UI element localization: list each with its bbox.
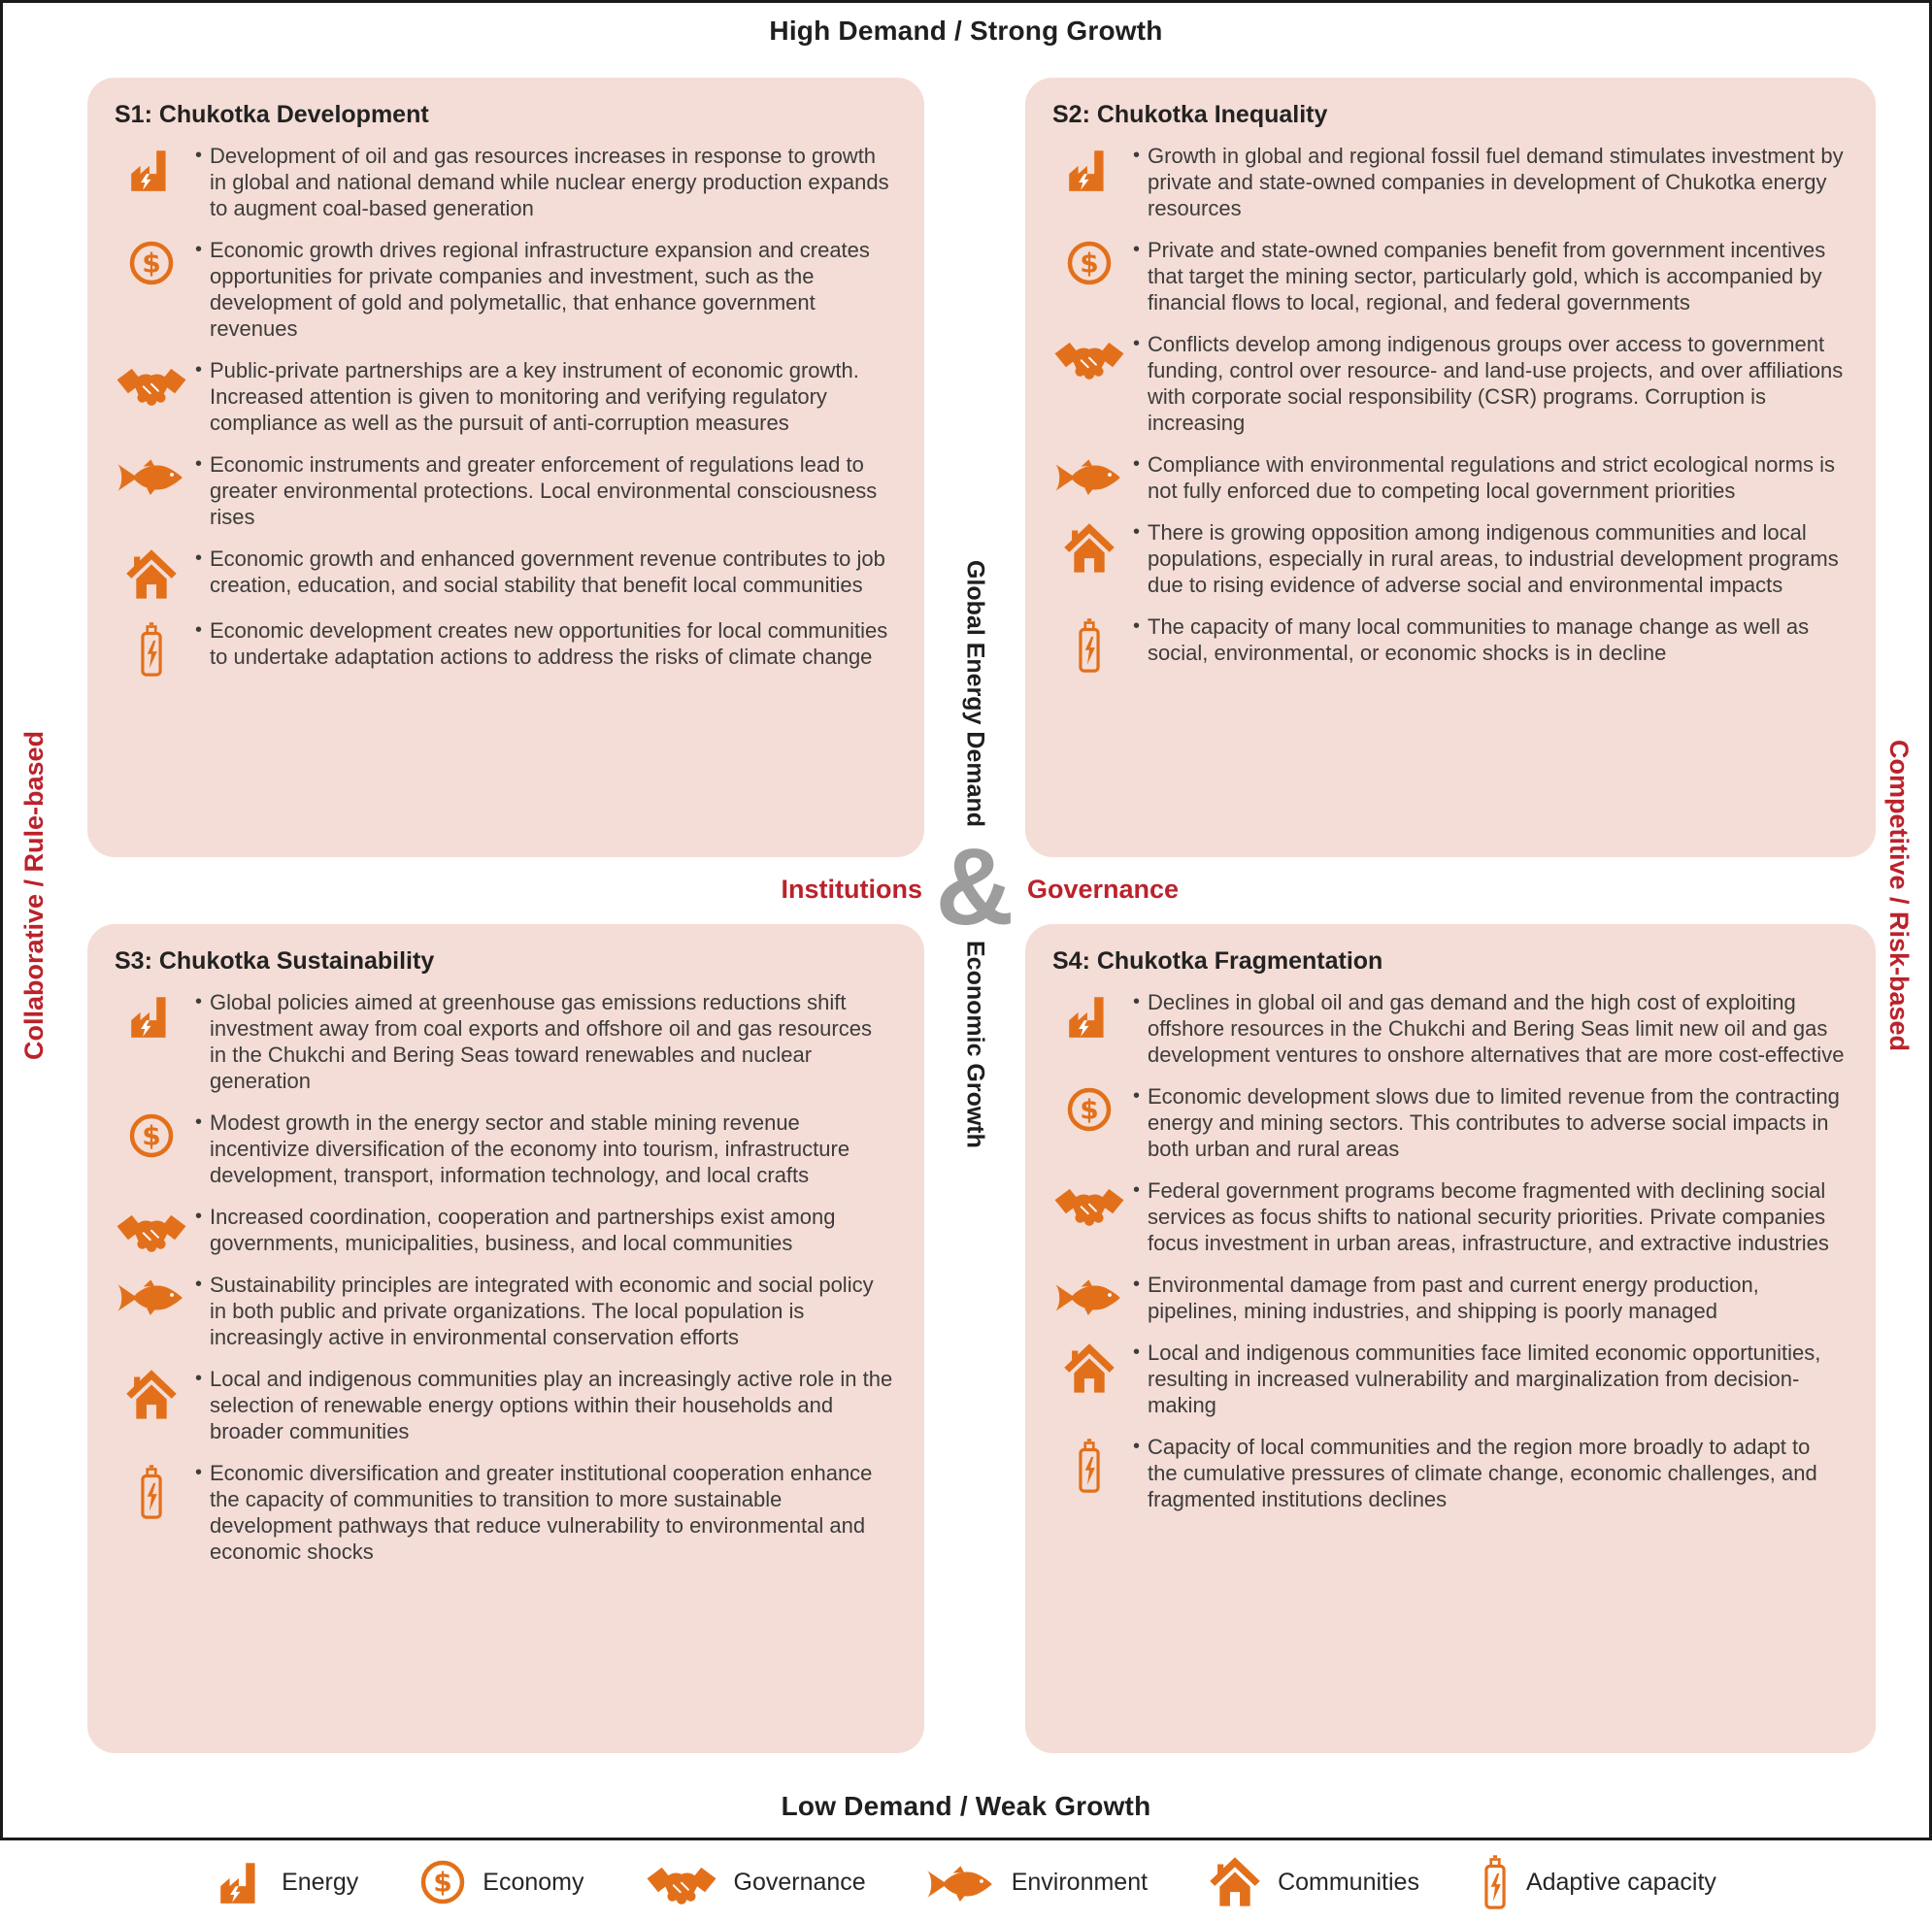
economy-icon xyxy=(1049,237,1130,287)
bullet-text: • Conflicts develop among indigenous groups over access to government funding, control over resource- and land-use projects, and over affiliations with corporate social responsibility (CSR) programs. Corruption is increasing xyxy=(1130,331,1850,436)
communities-icon xyxy=(1049,1340,1130,1396)
legend-label: Economy xyxy=(483,1868,584,1896)
bullet-text: • Growth in global and regional fossil fuel demand stimulates investment by private and state-owned companies in development of Chukotka energy resources xyxy=(1130,143,1850,221)
legend-item-economy xyxy=(418,1858,583,1906)
environment-icon xyxy=(926,1860,996,1904)
communities-icon xyxy=(111,1366,192,1422)
bullet-text: • Economic development slows due to limited revenue from the contracting energy and mining sectors. This contributes to adverse social impacts in both urban and rural areas xyxy=(1130,1083,1850,1162)
bullet-text: • The capacity of many local communities to manage change as well as social, environmental, or economic shocks is in decline xyxy=(1130,613,1850,666)
governance-icon xyxy=(1049,331,1130,381)
bullet-item xyxy=(111,1460,899,1565)
axis-label-top: High Demand / Strong Growth xyxy=(769,16,1163,46)
bullet-item xyxy=(1049,519,1850,598)
svg-text:$: $ xyxy=(142,247,161,280)
bullet-text: • Development of oil and gas resources increases in response to growth in global and national demand while nuclear energy production expands to augment coal-based generation xyxy=(192,143,899,221)
bullet-item xyxy=(111,546,899,602)
economy-icon xyxy=(1049,1083,1130,1134)
environment-icon xyxy=(1049,1272,1130,1318)
adaptive-icon xyxy=(111,1460,192,1522)
bullet-item xyxy=(1049,331,1850,436)
axis-label-bottom: Low Demand / Weak Growth xyxy=(781,1791,1151,1821)
quadrant-s2 xyxy=(1025,78,1876,857)
energy-icon xyxy=(1049,143,1130,195)
bullet-list xyxy=(1049,989,1850,1512)
governance-icon xyxy=(111,357,192,408)
bullet-list xyxy=(111,989,899,1565)
bullet-item xyxy=(111,1110,899,1188)
bullet-text: • Economic development creates new opportunities for local communities to undertake adaptation actions to address the risks of climate change xyxy=(192,617,899,670)
quadrant-title: S4: Chukotka Fragmentation xyxy=(1052,947,1383,975)
adaptive-icon xyxy=(1049,613,1130,676)
bullet-item xyxy=(111,143,899,221)
svg-text:$: $ xyxy=(1080,1093,1099,1126)
legend-item-environment xyxy=(926,1860,1148,1904)
bullet-item xyxy=(111,357,899,436)
bullet-text: • Public-private partnerships are a key instrument of economic growth. Increased attention is given to monitoring and verifying regulatory compliance as well as the pursuit of anti-corruption measures xyxy=(192,357,899,436)
environment-icon xyxy=(1049,451,1130,498)
bullet-text: • Sustainability principles are integrated with economic and social policy in both public and private organizations. The local population is increasingly active in environmental conservation efforts xyxy=(192,1272,899,1350)
bullet-text: • Economic instruments and greater enforcement of regulations lead to greater environmental protections. Local environmental consciousness rises xyxy=(192,451,899,530)
legend-item-communities xyxy=(1208,1855,1419,1909)
bullet-item xyxy=(1049,613,1850,676)
bullet-text: • Modest growth in the energy sector and stable mining revenue incentivize diversification of the economy into tourism, infrastructure development, transport, information technology, and local crafts xyxy=(192,1110,899,1188)
bullet-item xyxy=(111,1204,899,1256)
bullet-text: • Increased coordination, cooperation and partnerships exist among governments, municipalities, business, and local communities xyxy=(192,1204,899,1256)
bullet-item xyxy=(1049,237,1850,315)
svg-text:$: $ xyxy=(142,1119,161,1152)
svg-text:$: $ xyxy=(1080,247,1099,280)
bullet-item xyxy=(111,989,899,1094)
bullet-item xyxy=(111,237,899,342)
legend-label: Energy xyxy=(282,1868,359,1896)
bullet-item xyxy=(1049,1272,1850,1324)
bullet-text: • Local and indigenous communities face limited economic opportunities, resulting in increased vulnerability and marginalization from decision-making xyxy=(1130,1340,1850,1418)
bullet-item xyxy=(111,617,899,679)
legend-label: Adaptive capacity xyxy=(1525,1868,1716,1896)
communities-icon xyxy=(1208,1855,1262,1909)
quadrant-title: S1: Chukotka Development xyxy=(115,101,429,128)
bullet-item xyxy=(1049,143,1850,221)
quadrant-s1 xyxy=(87,78,924,857)
center-label-institutions: Institutions xyxy=(781,875,922,904)
adaptive-icon xyxy=(1049,1434,1130,1496)
center-label-governance: Governance xyxy=(1027,875,1180,904)
bullet-list xyxy=(1049,143,1850,676)
energy-icon xyxy=(1049,989,1130,1042)
legend-item-governance xyxy=(645,1858,866,1906)
environment-icon xyxy=(111,1272,192,1318)
quadrant-s3 xyxy=(87,924,924,1753)
adaptive-icon xyxy=(1480,1852,1511,1912)
energy-icon xyxy=(111,143,192,195)
svg-text:$: $ xyxy=(433,1866,453,1899)
bullet-text: • Local and indigenous communities play an increasingly active role in the selection of renewable energy options within their households and broader communities xyxy=(192,1366,899,1444)
legend-item-energy xyxy=(216,1857,358,1907)
quadrant-s4 xyxy=(1025,924,1876,1753)
energy-icon xyxy=(111,989,192,1042)
bullet-item xyxy=(1049,1434,1850,1512)
bullet-text: • Federal government programs become fragmented with declining social services as focus shifts to national security priorities. Private companies focus investment in urban areas, infrastructure, and extractive industries xyxy=(1130,1177,1850,1256)
quadrant-title: S3: Chukotka Sustainability xyxy=(115,947,435,975)
bullet-text: • Economic growth drives regional infrastructure expansion and creates opportunities for private companies and investment, such as the development of gold and polymetallic, that enhance government revenues xyxy=(192,237,899,342)
bullet-item xyxy=(1049,451,1850,504)
legend-label: Environment xyxy=(1011,1868,1149,1896)
legend-label: Governance xyxy=(733,1868,866,1896)
environment-icon xyxy=(111,451,192,498)
bullet-text: • There is growing opposition among indigenous communities and local populations, especially in rural areas, to industrial development programs due to rising evidence of adverse social and environmental impacts xyxy=(1130,519,1850,598)
bullet-item xyxy=(1049,989,1850,1068)
bullet-item xyxy=(1049,1083,1850,1162)
bullet-text: • Environmental damage from past and current energy production, pipelines, mining industries, and shipping is poorly managed xyxy=(1130,1272,1850,1324)
quadrant-title: S2: Chukotka Inequality xyxy=(1052,101,1328,128)
bullet-text: • Capacity of local communities and the region more broadly to adapt to the cumulative pressures of climate change, economic challenges, and fragmented institutions declines xyxy=(1130,1434,1850,1512)
governance-icon xyxy=(111,1204,192,1254)
vertical-axis-energy-demand: Global Energy Demand xyxy=(961,560,989,828)
bullet-text: • Declines in global oil and gas demand and the high cost of exploiting offshore resources in the Chukchi and Bering Seas limit new oil and gas development ventures to onshore alternatives that are more cost-effective xyxy=(1130,989,1850,1068)
bullet-text: • Compliance with environmental regulations and strict ecological norms is not fully enforced due to competing local government priorities xyxy=(1130,451,1850,504)
bullet-text: • Economic growth and enhanced government revenue contributes to job creation, education, and social stability that benefit local communities xyxy=(192,546,899,598)
bullet-item xyxy=(111,1366,899,1444)
bullet-item xyxy=(111,451,899,530)
energy-icon xyxy=(216,1857,266,1907)
economy-icon xyxy=(111,237,192,287)
bullet-list xyxy=(111,143,899,679)
legend-item-adaptive xyxy=(1480,1852,1716,1912)
economy-icon xyxy=(418,1858,467,1906)
axis-label-right xyxy=(1872,575,1926,1215)
governance-icon xyxy=(645,1858,718,1906)
axis-right-text: Competitive / Risk-based xyxy=(1884,739,1915,1051)
communities-icon xyxy=(111,546,192,602)
governance-icon xyxy=(1049,1177,1130,1228)
vertical-axis-economic-growth: Economic Growth xyxy=(961,941,989,1148)
bullet-item xyxy=(1049,1177,1850,1256)
economy-icon xyxy=(111,1110,192,1160)
ampersand-symbol: & xyxy=(935,826,1015,947)
adaptive-icon xyxy=(111,617,192,679)
legend xyxy=(0,1843,1932,1921)
bullet-text: • Economic diversification and greater institutional cooperation enhance the capacity of communities to transition to more sustainable development pathways that reduce vulnerability to environmental and economic shocks xyxy=(192,1460,899,1565)
legend-label: Communities xyxy=(1278,1868,1419,1896)
bullet-text: • Private and state-owned companies benefit from government incentives that target the mining sector, particularly gold, which is accompanied by financial flows to local, regional, and federal governments xyxy=(1130,237,1850,315)
bullet-item xyxy=(1049,1340,1850,1418)
axis-label-left xyxy=(8,575,62,1215)
communities-icon xyxy=(1049,519,1130,576)
bullet-item xyxy=(111,1272,899,1350)
bullet-text: • Global policies aimed at greenhouse gas emissions reductions shift investment away from coal exports and offshore oil and gas resources in the Chukchi and Bering Seas toward renewables and nuclear generation xyxy=(192,989,899,1094)
axis-left-text: Collaborative / Rule-based xyxy=(19,730,50,1060)
